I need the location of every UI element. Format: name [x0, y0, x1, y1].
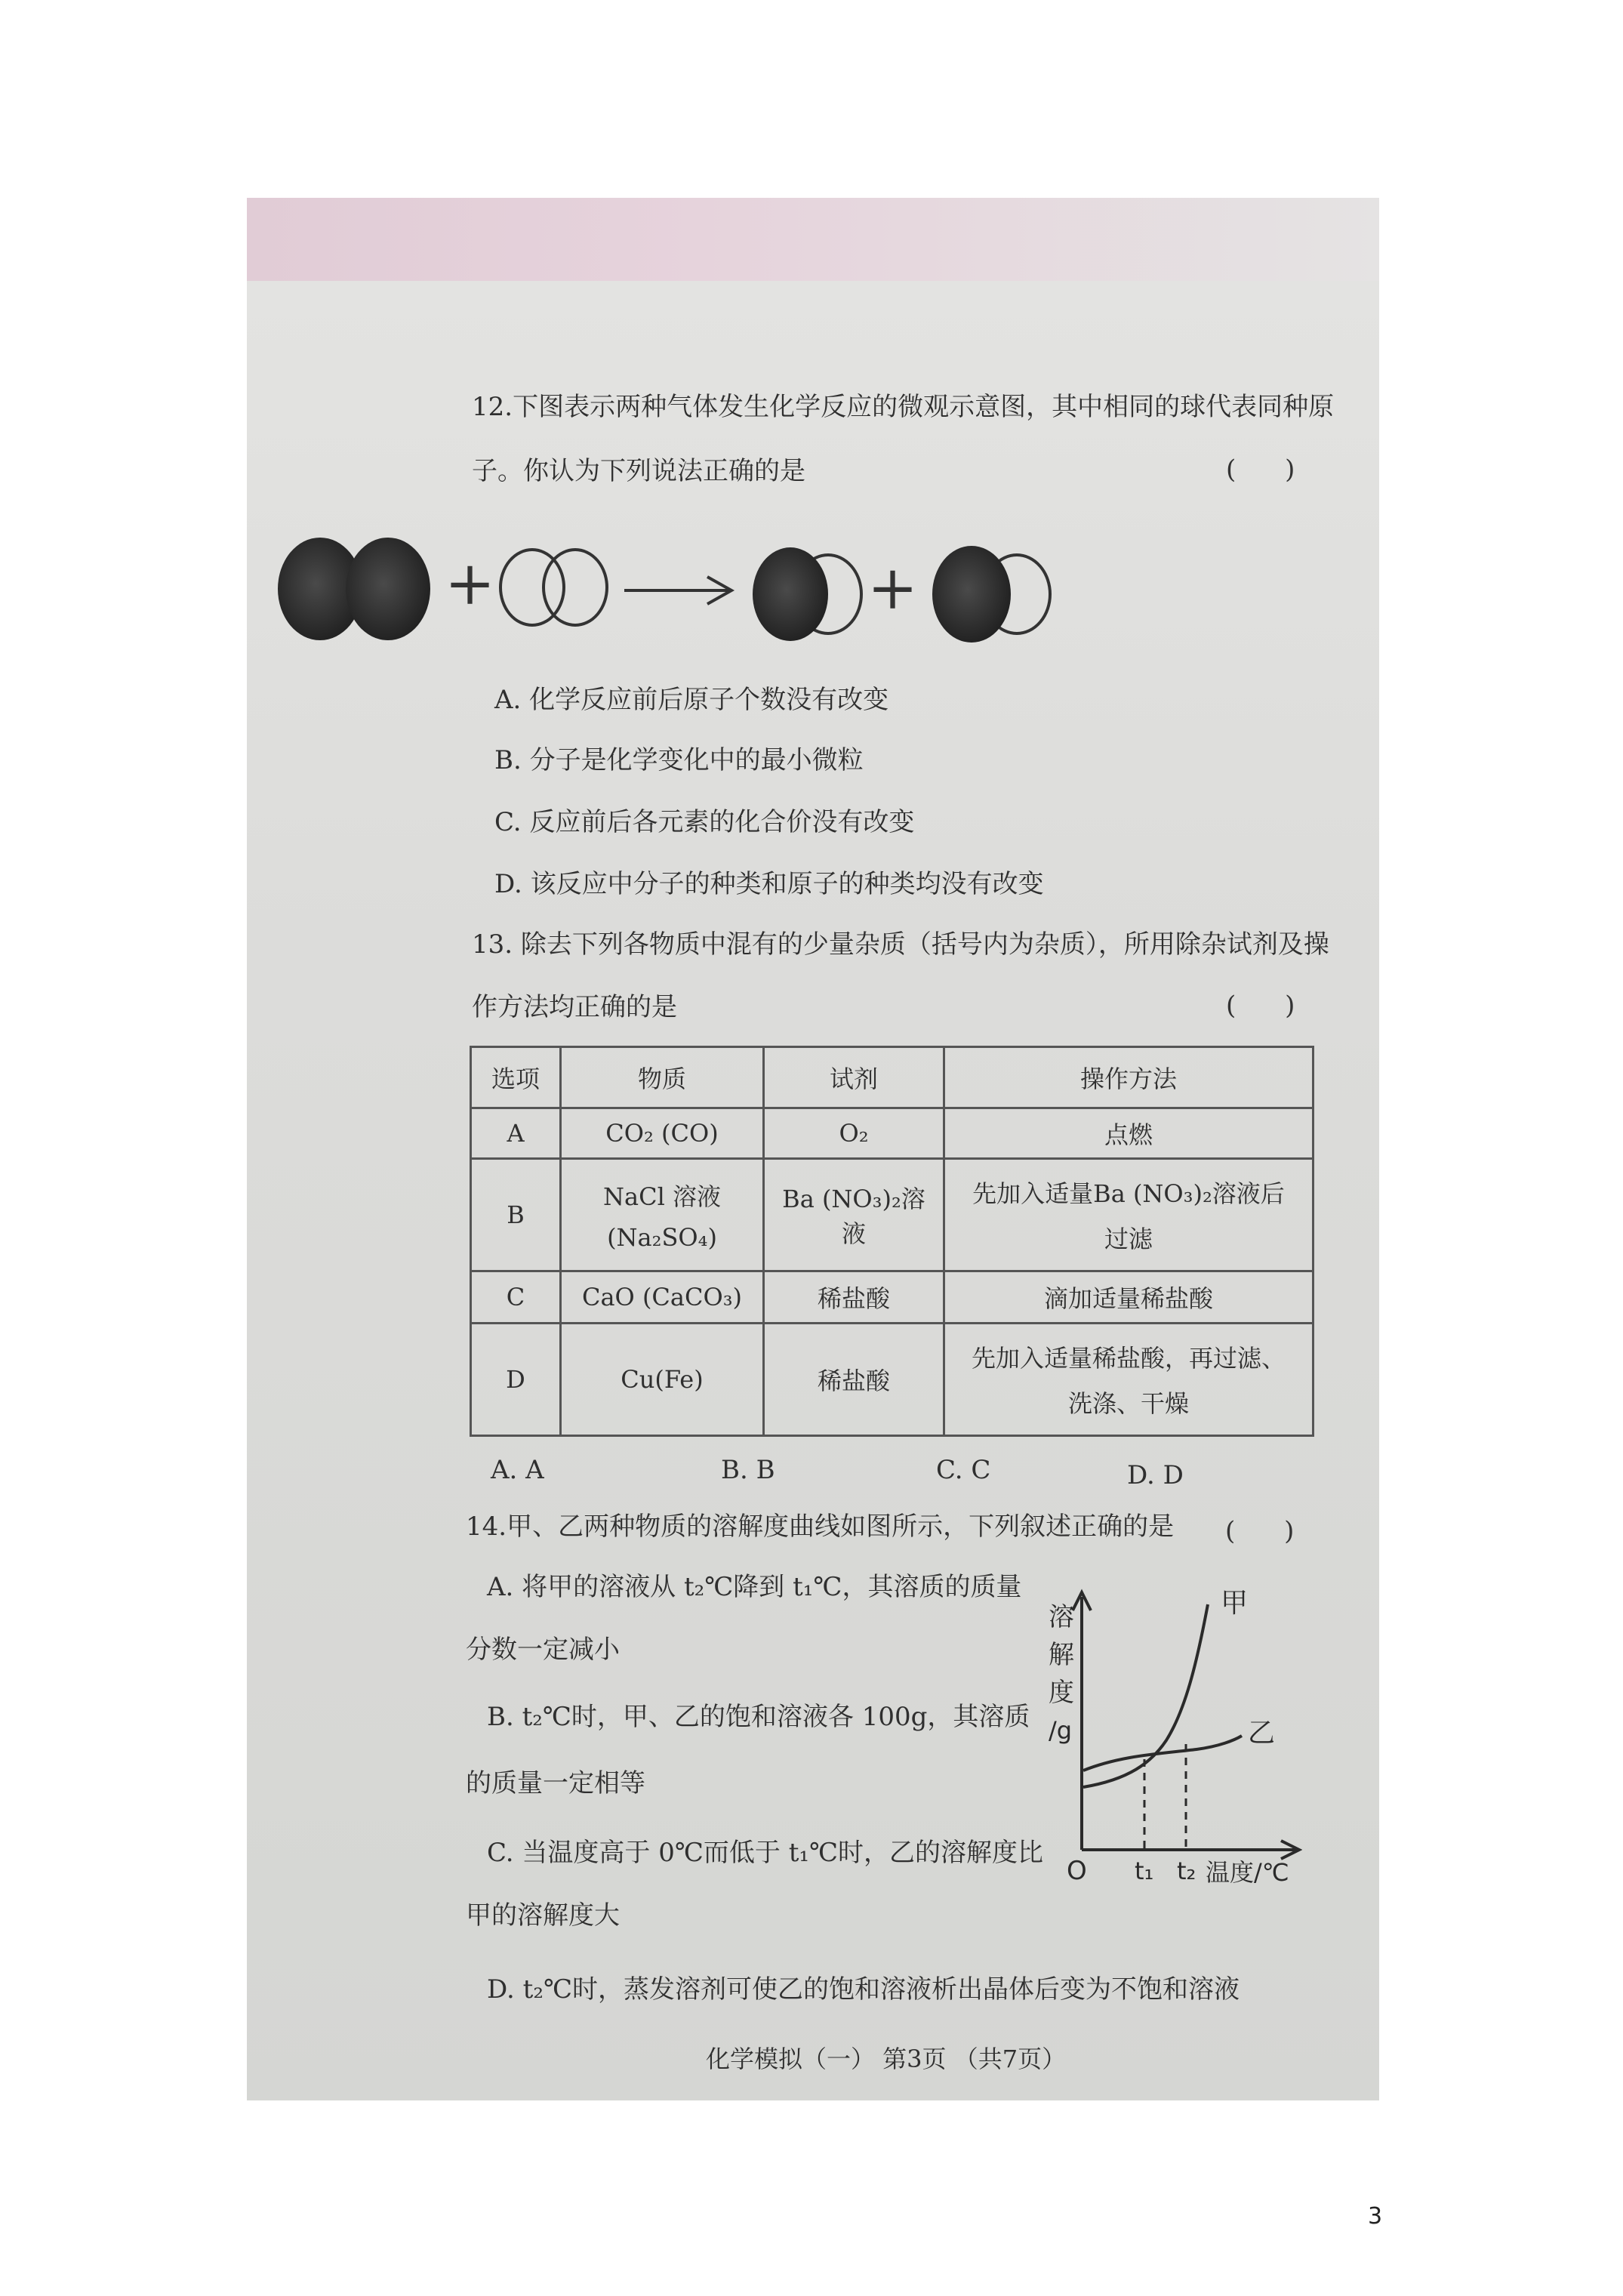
cell-substance: Cu(Fe)	[561, 1324, 764, 1436]
cell-substance: CO₂ (CO)	[561, 1108, 764, 1159]
solubility-curve-graph	[1046, 1582, 1302, 1884]
q13-choice-b: B. B	[721, 1455, 775, 1485]
cell-operation	[944, 1159, 1313, 1271]
page-number: 3	[1368, 2203, 1383, 2230]
y-label-char3: 度	[1049, 1678, 1074, 1708]
origin-label: O	[1067, 1856, 1087, 1884]
q13-choice-d: D. D	[1127, 1460, 1184, 1490]
dark-atom	[753, 547, 828, 641]
cell-option: B	[471, 1159, 561, 1271]
reactant-white-molecule	[500, 550, 607, 625]
q12-stem-line2: 子。你认为下列说法正确的是	[472, 456, 805, 486]
operation-line2: 过滤	[1104, 1225, 1153, 1253]
cell-option: C	[471, 1271, 561, 1324]
q12-option-c: C. 反应前后各元素的化合价没有改变	[494, 807, 915, 837]
curve-yi	[1083, 1736, 1242, 1771]
cell-reagent: Ba (NO₃)₂溶液	[764, 1159, 944, 1271]
x-axis-label: 温度/℃	[1206, 1858, 1289, 1884]
cell-operation	[944, 1324, 1313, 1436]
cell-option: D	[471, 1324, 561, 1436]
q14-option-d: D. t₂℃时，蒸发溶剂可使乙的饱和溶液析出晶体后变为不饱和溶液	[487, 1974, 1240, 2005]
q12-stem-line1: 12.下图表示两种气体发生化学反应的微观示意图，其中相同的球代表同种原	[472, 392, 1335, 422]
q14-option-c-line2: 甲的溶解度大	[466, 1900, 620, 1931]
t2-label: t₂	[1177, 1857, 1196, 1884]
substance-line2: (Na₂SO₄)	[607, 1223, 717, 1252]
q13-choice-c: C. C	[936, 1455, 991, 1485]
q13-options-table	[470, 1046, 1314, 1437]
q13-answer-parentheses: ( )	[1226, 991, 1295, 1021]
cell-substance	[561, 1159, 764, 1271]
header-operation: 操作方法	[944, 1047, 1313, 1108]
pink-background-band	[247, 198, 1379, 281]
table-row	[471, 1324, 1313, 1436]
cell-option: A	[471, 1108, 561, 1159]
table-row	[471, 1159, 1313, 1271]
curve-jia-label: 甲	[1221, 1588, 1249, 1619]
q14-option-c-line1: C. 当温度高于 0℃而低于 t₁℃时，乙的溶解度比	[487, 1838, 1044, 1868]
table-row	[471, 1108, 1313, 1159]
y-label-char1: 溶	[1049, 1602, 1074, 1632]
reaction-diagram	[247, 515, 1379, 711]
cell-operation: 点燃	[944, 1108, 1313, 1159]
q13-choice-a: A. A	[491, 1455, 544, 1485]
white-atom	[544, 550, 607, 625]
cell-substance: CaO (CaCO₃)	[561, 1271, 764, 1324]
table-header-row	[471, 1047, 1313, 1108]
cell-reagent: O₂	[764, 1108, 944, 1159]
q14-stem: 14.甲、乙两种物质的溶解度曲线如图所示，下列叙述正确的是	[466, 1512, 1175, 1542]
q14-option-b-line2: 的质量一定相等	[466, 1768, 645, 1798]
product-molecule-1	[753, 547, 861, 641]
cell-operation: 滴加适量稀盐酸	[944, 1271, 1313, 1324]
header-option: 选项	[471, 1047, 561, 1108]
q12-option-a: A. 化学反应前后原子个数没有改变	[494, 685, 889, 715]
q12-option-d: D. 该反应中分子的种类和原子的种类均没有改变	[494, 869, 1044, 899]
header-substance: 物质	[561, 1047, 764, 1108]
cell-reagent: 稀盐酸	[764, 1271, 944, 1324]
operation-line1: 先加入适量稀盐酸，再过滤、	[971, 1344, 1286, 1373]
curve-yi-label: 乙	[1248, 1718, 1276, 1749]
dark-atom	[346, 538, 430, 640]
substance-line1: NaCl 溶液	[603, 1182, 721, 1211]
dark-atom	[932, 546, 1011, 643]
header-reagent: 试剂	[764, 1047, 944, 1108]
product-molecule-2	[932, 546, 1050, 643]
q13-stem-line1: 13. 除去下列各物质中混有的少量杂质（括号内为杂质），所用除杂试剂及操	[472, 929, 1329, 960]
q12-answer-parentheses: ( )	[1226, 455, 1295, 485]
q14-option-a-line1: A. 将甲的溶液从 t₂℃降到 t₁℃，其溶质的质量	[487, 1572, 1022, 1602]
q14-answer-parentheses: ( )	[1225, 1516, 1295, 1546]
plus-sign: +	[867, 553, 919, 623]
q12-option-b: B. 分子是化学变化中的最小微粒	[494, 745, 864, 775]
plus-sign: +	[445, 548, 496, 618]
reactant-dark-molecule	[278, 538, 430, 640]
q13-stem-line2: 作方法均正确的是	[472, 992, 677, 1022]
operation-line1: 先加入适量Ba (NO₃)₂溶液后	[972, 1179, 1285, 1208]
page-footer: 化学模拟（一） 第3页 （共7页）	[706, 2045, 1067, 2073]
reaction-arrow	[624, 577, 731, 604]
y-label-unit: /g	[1049, 1716, 1073, 1745]
t1-label: t₁	[1135, 1857, 1154, 1884]
q14-option-a-line2: 分数一定减小	[466, 1635, 620, 1665]
y-label-char2: 解	[1049, 1640, 1074, 1670]
table-row	[471, 1271, 1313, 1324]
cell-reagent: 稀盐酸	[764, 1324, 944, 1436]
operation-line2: 洗涤、干燥	[1067, 1389, 1189, 1418]
q14-option-b-line1: B. t₂℃时，甲、乙的饱和溶液各 100g，其溶质	[487, 1702, 1030, 1732]
